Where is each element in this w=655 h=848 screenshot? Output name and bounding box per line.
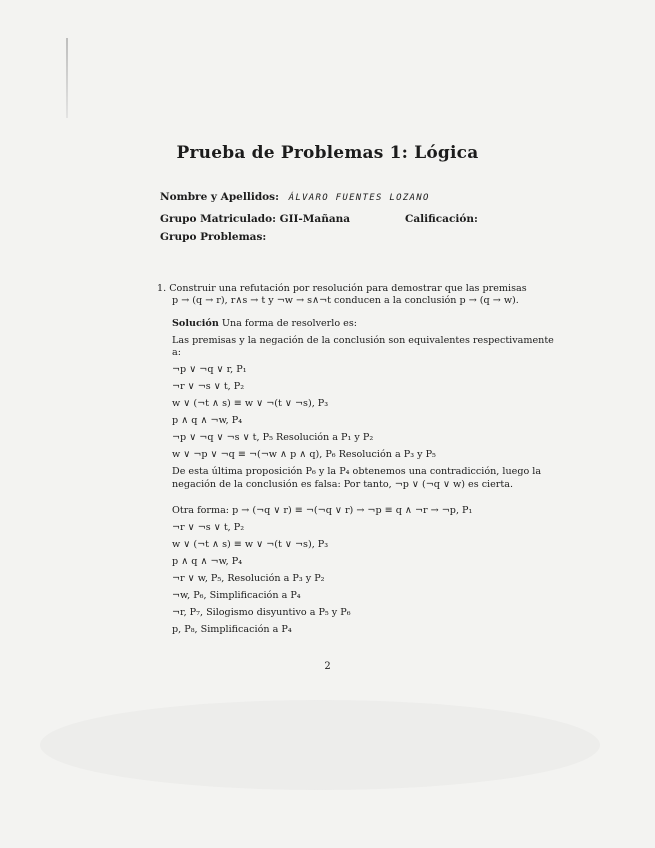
solution-label: Solución (172, 318, 219, 329)
problem-statement-line-2: p → (q → r), r∧s → t y ¬w → s∧¬t conducen a la conclusión p → (q → w). (172, 295, 519, 306)
alt-step-p2: ¬r ∨ ¬s ∨ t, P₂ (172, 522, 245, 533)
solution-heading (172, 318, 357, 330)
name-field (160, 191, 430, 203)
step-p1: ¬p ∨ ¬q ∨ r, P₁ (172, 364, 247, 375)
step-p4: p ∧ q ∧ ¬w, P₄ (172, 415, 243, 426)
alt-step-p7: ¬r, P₇, Silogismo disyuntivo a P₅ y P₆ (172, 607, 351, 618)
group-field (160, 213, 350, 225)
intro-line-2: a: (172, 347, 181, 358)
step-p3: w ∨ (¬t ∧ s) ≡ w ∨ ¬(t ∨ ¬s), P₃ (172, 398, 329, 409)
group-label: Grupo Matriculado: (160, 213, 276, 225)
alt-step-p4: p ∧ q ∧ ¬w, P₄ (172, 556, 243, 567)
step-p2: ¬r ∨ ¬s ∨ t, P₂ (172, 381, 245, 392)
bleed-through (40, 700, 600, 790)
grade-label: Calificación: (405, 213, 478, 225)
page-title: Prueba de Problemas 1: Lógica (176, 143, 479, 163)
page-number: 2 (324, 661, 331, 672)
group-value: GII-Mañana (279, 213, 351, 225)
alt-step-p1: Otra forma: p → (¬q ∨ r) ≡ ¬(¬q ∨ r) → ¬p ≡ q ∧ ¬r → ¬p, P₁ (172, 505, 473, 516)
alt-step-p8: p, P₈, Simplificación a P₄ (172, 624, 292, 635)
handwritten-name: ÁLVARO FUENTES LOZANO (288, 193, 430, 203)
intro-line-1: Las premisas y la negación de la conclusión son equivalentes respectivamente (172, 335, 554, 346)
scan-shadow (66, 38, 68, 118)
step-p6: w ∨ ¬p ∨ ¬q ≡ ¬(¬w ∧ p ∧ q), P₆ Resolución a P₃ y P₅ (172, 449, 436, 460)
problem-statement-line-1: 1. Construir una refutación por resolución para demostrar que las premisas (157, 283, 527, 294)
problems-group-label: Grupo Problemas: (160, 231, 267, 243)
alt-step-p6: ¬w, P₆, Simplificación a P₄ (172, 590, 301, 601)
name-label: Nombre y Apellidos: (160, 191, 279, 203)
step-p5: ¬p ∨ ¬q ∨ ¬s ∨ t, P₅ Resolución a P₁ y P₂ (172, 432, 374, 443)
solution-intro: Una forma de resolverlo es: (221, 318, 357, 329)
conclusion-line-1: De esta última proposición P₆ y la P₄ obtenemos una contradicción, luego la (172, 466, 542, 477)
conclusion-line-2: negación de la conclusión es falsa: Por tanto, ¬p ∨ (¬q ∨ w) es cierta. (172, 479, 514, 490)
alt-step-p3: w ∨ (¬t ∧ s) ≡ w ∨ ¬(t ∨ ¬s), P₃ (172, 539, 329, 550)
alt-step-p5: ¬r ∨ w, P₅, Resolución a P₃ y P₂ (172, 573, 325, 584)
